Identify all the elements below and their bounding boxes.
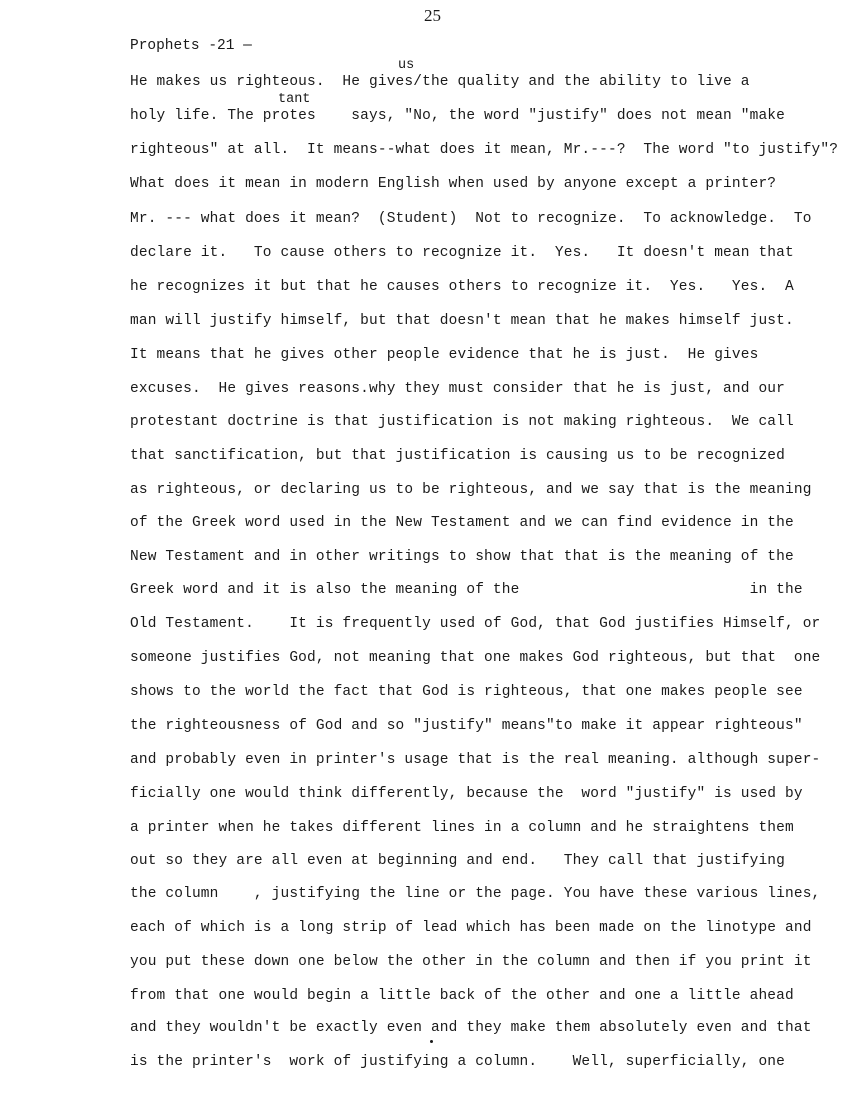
- text-line: protestant doctrine is that justification is not making righteous. We call: [130, 414, 794, 430]
- text-line: shows to the world the fact that God is righteous, that one makes people see: [130, 684, 803, 700]
- text-line: a printer when he takes different lines in a column and he straightens them: [130, 820, 794, 836]
- text-line: he recognizes it but that he causes others to recognize it. Yes. Yes. A: [130, 279, 794, 295]
- text-line: righteous" at all. It means--what does it mean, Mr.---? The word "to justify"?: [130, 142, 839, 158]
- text-line: you put these down one below the other in the column and then if you print it: [130, 954, 812, 970]
- text-line: the column , justifying the line or the page. You have these various lines,: [130, 886, 821, 902]
- text-line: declare it. To cause others to recognize it. Yes. It doesn't mean that: [130, 245, 794, 261]
- text-line: and they wouldn't be exactly even and they make them absolutely even and that: [130, 1020, 812, 1036]
- text-line: each of which is a long strip of lead which has been made on the linotype and: [130, 920, 812, 936]
- ink-dot-mark: [430, 1040, 433, 1043]
- text-line: and probably even in printer's usage that is the real meaning. although super-: [130, 752, 821, 768]
- text-line: the righteousness of God and so "justify" means"to make it appear righteous": [130, 718, 803, 734]
- text-line: Greek word and it is also the meaning of the in the: [130, 582, 803, 598]
- interlinear-insertion-us: us: [398, 58, 415, 73]
- text-line: He makes us righteous. He gives/the quality and the ability to live a: [130, 74, 750, 90]
- text-line: What does it mean in modern English when used by anyone except a printer?: [130, 176, 777, 192]
- interlinear-insertion-tant: tant: [278, 92, 311, 107]
- text-line: as righteous, or declaring us to be righteous, and we say that is the meaning: [130, 482, 812, 498]
- text-line: ficially one would think differently, because the word "justify" is used by: [130, 786, 803, 802]
- text-line: New Testament and in other writings to show that that is the meaning of the: [130, 549, 794, 565]
- text-line: Mr. --- what does it mean? (Student) Not to recognize. To acknowledge. To: [130, 211, 812, 227]
- text-line: from that one would begin a little back of the other and one a little ahead: [130, 988, 794, 1004]
- text-line: of the Greek word used in the New Testament and we can find evidence in the: [130, 515, 794, 531]
- text-line: holy life. The protes says, "No, the word "justify" does not mean "make: [130, 108, 786, 124]
- text-line: is the printer's work of justifying a column. Well, superficially, one: [130, 1054, 786, 1070]
- text-line: man will justify himself, but that doesn't mean that he makes himself just.: [130, 313, 794, 329]
- text-line: that sanctification, but that justification is causing us to be recognized: [130, 448, 786, 464]
- text-line: Old Testament. It is frequently used of God, that God justifies Himself, or: [130, 616, 821, 632]
- text-line: someone justifies God, not meaning that one makes God righteous, but that one: [130, 650, 821, 666]
- page-header: Prophets -21 —: [130, 38, 252, 54]
- text-line: It means that he gives other people evidence that he is just. He gives: [130, 347, 759, 363]
- text-line: out so they are all even at beginning and end. They call that justifying: [130, 853, 786, 869]
- text-line: excuses. He gives reasons.why they must consider that he is just, and our: [130, 381, 786, 397]
- page-number: 25: [424, 6, 441, 25]
